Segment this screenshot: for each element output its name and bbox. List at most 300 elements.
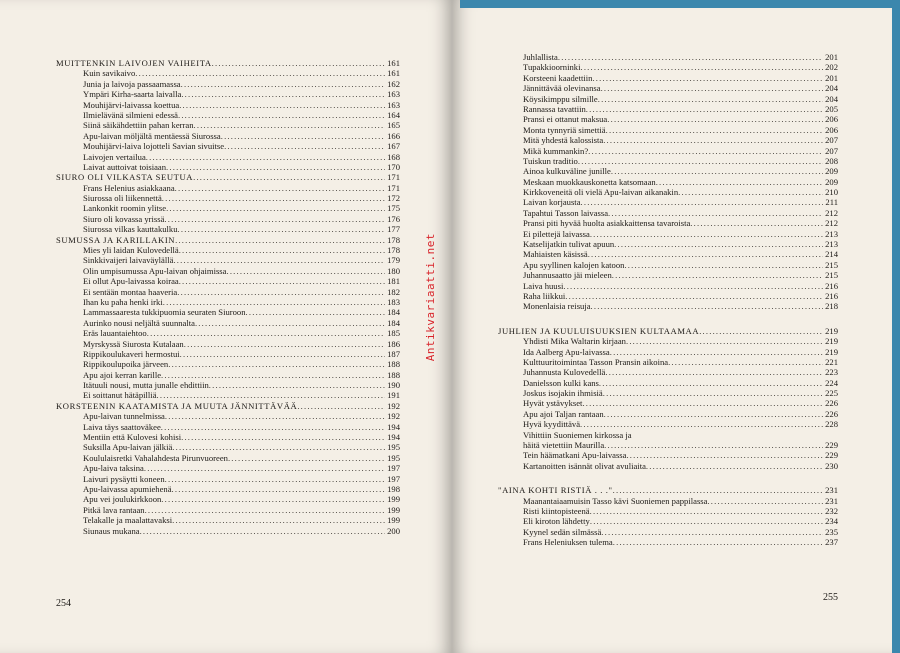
toc-leader-dots — [646, 461, 823, 471]
toc-entry-page: 219 — [825, 336, 838, 347]
toc-entry-title: Monta tynnyriä simettiä — [523, 124, 606, 135]
toc-entry-title: Suksilla Apu-laivan jälkiä — [83, 442, 173, 453]
toc-leader-dots — [656, 177, 823, 187]
toc-leader-dots — [181, 79, 386, 89]
toc-entry — [498, 301, 838, 311]
toc-entry-title: Mies yli laidan Kulovedellä — [83, 245, 179, 256]
toc-entry-page: 164 — [387, 109, 400, 120]
left-table-of-contents — [56, 58, 400, 536]
toc-entry-page: 192 — [387, 411, 400, 422]
toc-entry-title: Korsteeni kaadettiin — [523, 72, 593, 83]
toc-entry-title: Juhannusta Kulovedellä — [523, 367, 606, 378]
toc-entry-page: 212 — [825, 218, 838, 229]
toc-entry — [56, 214, 400, 224]
toc-entry-title: Juhlallista — [523, 51, 558, 62]
toc-entry-page: 188 — [387, 369, 400, 380]
toc-entry — [498, 114, 838, 124]
toc-entry — [498, 249, 838, 259]
toc-leader-dots — [161, 494, 385, 504]
toc-leader-dots — [591, 301, 824, 311]
toc-entry-title: Apu-laivan möljältä mentäessä Siurossa — [83, 130, 221, 141]
toc-entry-title: SIURO OLI VILKASTA SEUTUA — [56, 172, 194, 183]
toc-entry — [498, 516, 838, 526]
toc-entry-page: 180 — [387, 265, 400, 276]
toc-entry-title: Kuin savikaivo — [83, 68, 136, 79]
toc-entry-title: SUMUSSA JA KARILLAKIN — [56, 234, 176, 245]
toc-leader-dots — [598, 94, 823, 104]
toc-entry — [498, 229, 838, 239]
toc-entry-page: 199 — [387, 494, 400, 505]
toc-leader-dots — [179, 100, 385, 110]
toc-entry — [498, 291, 838, 301]
toc-entry-title: Apu-laiva taksina — [83, 463, 144, 474]
toc-entry-page: 184 — [387, 317, 400, 328]
toc-entry — [56, 391, 400, 401]
toc-entry — [56, 526, 400, 536]
toc-entry-title: Kartanoitten isännät olivat avuliaita — [523, 460, 646, 471]
toc-entry-title: Ei sentään montaa haaveria — [83, 286, 178, 297]
toc-entry-page: 232 — [825, 506, 838, 516]
toc-entry — [56, 266, 400, 276]
toc-leader-dots — [613, 537, 823, 547]
toc-entry — [56, 339, 400, 349]
toc-entry-page: 226 — [825, 398, 838, 409]
toc-entry-title: Frans Helenius asiakkaana — [83, 182, 175, 193]
toc-entry — [498, 208, 838, 218]
toc-leader-dots — [580, 419, 823, 429]
toc-entry-page: 165 — [387, 120, 400, 131]
toc-entry-title: Eli kiroton lähdetty — [523, 516, 590, 527]
toc-leader-dots — [612, 270, 823, 280]
toc-leader-dots — [582, 398, 823, 408]
toc-entry — [56, 442, 400, 452]
toc-entry-page: 170 — [387, 161, 400, 172]
toc-leader-dots — [161, 422, 385, 432]
toc-leader-dots — [626, 336, 823, 346]
toc-entry-title: Siurossa vilkas kauttakulku — [83, 224, 178, 235]
toc-entry-page: 163 — [387, 89, 400, 100]
toc-entry-title: Mikä kummankin? — [523, 145, 589, 156]
toc-leader-dots — [173, 255, 385, 265]
toc-entry — [56, 411, 400, 421]
toc-leader-dots — [611, 166, 823, 176]
toc-entry-title: Ei pilettejä laivassa — [523, 228, 590, 239]
toc-entry-title: Apu ajoi Taljan rantaan — [523, 408, 604, 419]
toc-entry-page: 161 — [387, 57, 400, 68]
toc-leader-dots — [610, 347, 823, 357]
toc-entry — [498, 388, 838, 398]
toc-entry-page: 206 — [825, 114, 838, 125]
toc-entry-title: Juhannusaatto jäi mieleen — [523, 270, 612, 281]
toc-entry-page: 171 — [387, 172, 400, 183]
toc-leader-dots — [166, 203, 385, 213]
toc-entry — [498, 506, 838, 516]
toc-entry-page: 199 — [387, 504, 400, 515]
toc-entry-title: Mouhijärvi-laiva lojotteli Savian sivuitse — [83, 141, 225, 152]
toc-leader-dots — [607, 114, 823, 124]
toc-entry — [498, 146, 838, 156]
toc-entry-title: Aurinko nousi neljältä suunnalta — [83, 317, 195, 328]
toc-leader-dots — [165, 474, 385, 484]
toc-entry-page: 185 — [387, 328, 400, 339]
toc-entry-title: Laiva huusi — [523, 280, 564, 291]
toc-entry-page: 229 — [825, 440, 838, 451]
toc-entry-title: Joskus isojakin ihmisiä — [523, 388, 603, 399]
toc-entry-page: 207 — [825, 145, 838, 156]
toc-entry-page: 219 — [825, 325, 838, 336]
toc-entry-page: 195 — [387, 452, 400, 463]
toc-entry-page: 199 — [387, 515, 400, 526]
toc-chapter-heading — [56, 172, 400, 182]
toc-entry-page: 167 — [387, 141, 400, 152]
toc-entry-title: Vihittiin Suoniemen kirkossa ja — [523, 429, 632, 440]
toc-entry-title: Hyvä kyydittävä — [523, 419, 581, 430]
toc-entry-title: Junia ja laivoja passaamassa — [83, 78, 181, 89]
toc-leader-dots — [626, 450, 823, 460]
toc-entry-title: Mentiin että Kulovesi kohisi — [83, 432, 182, 443]
toc-entry — [498, 83, 838, 93]
toc-entry-page: 178 — [387, 245, 400, 256]
toc-entry-page: 194 — [387, 432, 400, 443]
toc-entry — [56, 276, 400, 286]
toc-entry-page: 184 — [387, 307, 400, 318]
toc-entry — [498, 156, 838, 166]
toc-leader-dots — [690, 218, 823, 228]
book-cover-edge-top — [460, 0, 900, 8]
toc-entry-title: Sinkkivaijeri laivaväylällä — [83, 255, 174, 266]
toc-entry-page: 237 — [825, 537, 838, 548]
toc-leader-dots — [212, 58, 385, 68]
toc-entry-page: 175 — [387, 203, 400, 214]
toc-entry-title: Hyvät ystävykset — [523, 398, 583, 409]
toc-entry-page: 198 — [387, 484, 400, 494]
toc-leader-dots — [604, 440, 823, 450]
toc-entry-page: 209 — [825, 176, 838, 187]
toc-leader-dots — [140, 526, 386, 536]
toc-leader-dots — [226, 266, 385, 276]
toc-leader-dots — [221, 131, 385, 141]
toc-entry — [56, 79, 400, 89]
toc-entry-title: Pransi piti hyvää huolta asiakkaittensa tavaroista — [523, 218, 691, 229]
toc-entry-title: Ilmielävänä silmieni edessä — [83, 109, 178, 120]
toc-entry — [56, 255, 400, 265]
toc-entry — [498, 336, 838, 346]
toc-leader-dots — [613, 485, 823, 495]
toc-entry-title: Apu vei joulukirkkoon — [83, 494, 162, 505]
toc-leader-dots — [166, 162, 385, 172]
toc-entry-page: 201 — [825, 51, 838, 62]
toc-entry-page: 215 — [825, 270, 838, 281]
toc-leader-dots — [178, 224, 386, 234]
toc-entry-title: Siinä säikähdettiin pahan kerran — [83, 120, 194, 131]
toc-entry-title: Raha liikkui — [523, 290, 566, 301]
toc-entry-title: Apu-laivan tunnelmissa — [83, 411, 165, 422]
toc-entry-page: 231 — [825, 495, 838, 506]
toc-chapter-heading — [498, 485, 838, 495]
toc-entry — [56, 494, 400, 504]
toc-entry-page: 231 — [825, 485, 838, 496]
toc-entry-title: Ainoa kulkuväline junille — [523, 166, 611, 177]
toc-entry-page: 168 — [387, 151, 400, 162]
toc-leader-dots — [603, 388, 823, 398]
toc-entry-title: Ida Aalberg Apu-laivassa — [523, 346, 610, 357]
toc-entry-title: Laivat auttoivat toisiaan — [83, 161, 167, 172]
toc-entry-title: Danielsson kulki kans — [523, 377, 599, 388]
toc-leader-dots — [678, 187, 823, 197]
toc-entry-page: 161 — [387, 68, 400, 79]
right-table-of-contents — [498, 52, 838, 548]
toc-leader-dots — [624, 260, 823, 270]
toc-entry-page: 229 — [825, 450, 838, 461]
toc-entry-page: 183 — [387, 296, 400, 307]
toc-entry-title: Meskaan muokkauskonetta katsomaan — [523, 176, 656, 187]
toc-entry — [498, 378, 838, 388]
toc-entry — [498, 62, 838, 72]
toc-leader-dots — [246, 307, 386, 317]
toc-entry-page: 171 — [387, 182, 400, 193]
toc-entry — [498, 239, 838, 249]
toc-entry-page: 192 — [387, 400, 400, 411]
right-page-number: 255 — [823, 592, 838, 603]
toc-entry-title: Itätuuli nousi, mutta junalle ehdittiin — [83, 380, 209, 391]
toc-entry-title: Ei ollut Apu-laivassa koiraa — [83, 276, 179, 287]
toc-entry-page: 209 — [825, 166, 838, 177]
toc-entry-page: 234 — [825, 516, 838, 527]
toc-entry-page: 210 — [825, 187, 838, 198]
toc-leader-dots — [588, 249, 823, 259]
toc-entry-title: Pitkä lava rantaan — [83, 504, 145, 515]
toc-chapter-heading — [498, 326, 838, 336]
toc-entry-page: 188 — [387, 359, 400, 370]
toc-entry-page: 208 — [825, 155, 838, 166]
toc-entry-page: 166 — [387, 130, 400, 141]
toc-entry-title: Siurossa oli liikennettä — [83, 193, 162, 204]
book-cover-edge-right — [892, 0, 900, 653]
toc-entry-title: Frans Heleniuksen tulema — [523, 537, 613, 548]
toc-entry-title: Ihan ku paha henki irki — [83, 296, 163, 307]
toc-entry — [498, 135, 838, 145]
toc-leader-dots — [614, 239, 823, 249]
toc-entry-page: 219 — [825, 346, 838, 357]
toc-leader-dots — [172, 484, 386, 494]
toc-entry-title: Tapahtui Tasson laivassa — [523, 207, 609, 218]
toc-entry — [498, 218, 838, 228]
toc-entry — [56, 349, 400, 359]
toc-entry — [498, 527, 838, 537]
toc-leader-dots — [181, 432, 385, 442]
toc-entry-page: 162 — [387, 78, 400, 89]
toc-entry — [56, 484, 400, 494]
toc-entry-title: Rippikoulupoika järveen — [83, 359, 169, 370]
toc-entry-page: 182 — [387, 286, 400, 297]
left-page-number: 254 — [56, 598, 71, 609]
toc-leader-dots — [699, 326, 823, 336]
toc-entry — [498, 409, 838, 419]
toc-leader-dots — [601, 83, 824, 93]
toc-entry-title: Ei soittanut hätäpilliä — [83, 390, 157, 401]
toc-entry — [498, 399, 838, 409]
toc-entry-title: Koululaisretki Vahalahdesta Pirunvuoreen — [83, 452, 228, 463]
toc-entry — [498, 537, 838, 547]
toc-entry-page: 216 — [825, 290, 838, 301]
toc-entry — [498, 281, 838, 291]
toc-entry-title: Tupakkioorninki — [523, 62, 581, 73]
toc-entry — [498, 450, 838, 460]
toc-entry-title: "AINA KOHTI RISTIÄ . . ." — [498, 485, 613, 496]
toc-entry-page: 206 — [825, 124, 838, 135]
toc-entry-page: 197 — [387, 473, 400, 484]
toc-entry-title: Myrskyssä Siurosta Kutalaan — [83, 338, 184, 349]
toc-leader-dots — [135, 68, 385, 78]
toc-entry-page: 226 — [825, 408, 838, 419]
toc-entry — [56, 307, 400, 317]
toc-entry — [56, 152, 400, 162]
toc-entry-title: Laivojen vertailua — [83, 151, 146, 162]
toc-entry-page: 186 — [387, 338, 400, 349]
toc-chapter-heading — [56, 235, 400, 245]
toc-entry-title: Rannassa tavattiin — [523, 103, 586, 114]
toc-leader-dots — [178, 110, 385, 120]
toc-entry — [56, 224, 400, 234]
toc-entry — [498, 197, 838, 207]
toc-entry-page: 179 — [387, 255, 400, 266]
toc-entry-title: Apu syyllinen kalojen katoon — [523, 259, 625, 270]
toc-entry — [56, 380, 400, 390]
toc-entry-title: häitä vietettiin Maurilla — [523, 440, 605, 451]
toc-entry — [56, 162, 400, 172]
toc-entry-title: Katselijatkin tulivat apuun — [523, 239, 615, 250]
toc-entry — [56, 297, 400, 307]
toc-entry-title: Kirkkoveneitä oli vielä Apu-laivan aikanakin — [523, 187, 679, 198]
toc-leader-dots — [668, 357, 823, 367]
toc-entry — [498, 260, 838, 270]
toc-leader-dots — [175, 183, 385, 193]
toc-leader-dots — [181, 89, 385, 99]
toc-leader-dots — [224, 141, 385, 151]
toc-entry-page: 224 — [825, 377, 838, 388]
toc-entry-title: Kyynel sedän silmässä — [523, 526, 602, 537]
toc-entry — [498, 104, 838, 114]
toc-entry-page: 211 — [825, 197, 838, 208]
toc-entry — [56, 287, 400, 297]
toc-leader-dots — [228, 453, 385, 463]
toc-entry-page: 228 — [825, 419, 838, 430]
toc-leader-dots — [163, 297, 385, 307]
toc-entry-page: 213 — [825, 228, 838, 239]
toc-entry-title: Lammassaaresta tukkipuomia seuraten Siuroon — [83, 307, 246, 318]
toc-leader-dots — [175, 235, 385, 245]
toc-entry — [498, 187, 838, 197]
toc-entry — [56, 328, 400, 338]
toc-entry — [56, 432, 400, 442]
toc-entry-page: 190 — [387, 380, 400, 391]
toc-entry-page: 221 — [825, 356, 838, 367]
toc-entry-page: 216 — [825, 280, 838, 291]
toc-entry-title: Mitä yhdestä kalossista — [523, 135, 604, 146]
toc-entry-title: Kulttuuritoimintaa Tasson Pransin aikoina — [523, 356, 669, 367]
toc-entry-page: 202 — [825, 62, 838, 73]
toc-leader-dots — [606, 125, 824, 135]
toc-leader-dots — [590, 506, 824, 516]
toc-entry — [56, 359, 400, 369]
toc-leader-dots — [586, 104, 823, 114]
toc-entry — [56, 120, 400, 130]
toc-entry-title: Siuro oli kovassa yrissä — [83, 213, 165, 224]
toc-entry — [56, 505, 400, 515]
toc-leader-dots — [563, 281, 823, 291]
toc-entry-page: 205 — [825, 103, 838, 114]
toc-leader-dots — [145, 505, 386, 515]
toc-entry — [498, 461, 838, 471]
toc-entry-title: Risti kiintopisteenä — [523, 506, 590, 516]
toc-entry — [56, 100, 400, 110]
toc-leader-dots — [599, 378, 823, 388]
toc-entry — [498, 430, 838, 440]
toc-entry-title: Jännittävää olevinansa — [523, 83, 601, 94]
toc-leader-dots — [581, 197, 824, 207]
toc-leader-dots — [297, 401, 385, 411]
toc-leader-dots — [209, 380, 385, 390]
toc-entry — [56, 68, 400, 78]
toc-entry — [56, 474, 400, 484]
toc-entry-title: Lankonkit roomin ylitse — [83, 203, 167, 214]
toc-leader-dots — [161, 370, 385, 380]
toc-leader-dots — [590, 229, 823, 239]
toc-entry — [56, 370, 400, 380]
toc-leader-dots — [164, 214, 385, 224]
toc-leader-dots — [194, 120, 386, 130]
toc-entry — [498, 177, 838, 187]
toc-entry — [56, 110, 400, 120]
toc-entry — [498, 52, 838, 62]
toc-entry — [498, 125, 838, 135]
toc-entry-title: Rippikoulukaveri hermostui — [83, 348, 180, 359]
toc-entry-title: Pransi ei ottanut maksua — [523, 114, 608, 125]
toc-entry-title: Telakalle ja maalattavaksi — [83, 515, 173, 526]
toc-leader-dots — [179, 276, 385, 286]
toc-leader-dots — [177, 287, 385, 297]
toc-entry — [498, 73, 838, 83]
toc-leader-dots — [601, 527, 823, 537]
toc-entry-title: Tein häämatkani Apu-laivassa — [523, 450, 627, 461]
toc-entry-page: 177 — [387, 224, 400, 235]
toc-entry-page: 204 — [825, 93, 838, 104]
toc-entry-page: 163 — [387, 99, 400, 110]
toc-entry-page: 200 — [387, 525, 400, 536]
toc-entry-page: 207 — [825, 135, 838, 146]
toc-entry — [56, 318, 400, 328]
toc-chapter-heading — [56, 401, 400, 411]
toc-entry-title: Köysikimppu silmille — [523, 93, 598, 104]
toc-entry — [56, 463, 400, 473]
toc-leader-dots — [707, 496, 823, 506]
toc-entry-title: KORSTEENIN KAATAMISTA JA MUUTA JÄNNITTÄVÄÄ — [56, 400, 298, 411]
toc-entry — [498, 440, 838, 450]
toc-entry — [56, 193, 400, 203]
toc-entry-page: 225 — [825, 388, 838, 399]
toc-entry-page: 230 — [825, 460, 838, 471]
toc-leader-dots — [144, 463, 385, 473]
toc-entry-page: 223 — [825, 367, 838, 378]
toc-entry-title: Tuiskun traditio — [523, 155, 578, 166]
toc-entry-page: 194 — [387, 421, 400, 432]
toc-entry — [498, 367, 838, 377]
toc-entry — [498, 94, 838, 104]
toc-leader-dots — [578, 156, 823, 166]
toc-leader-dots — [603, 135, 823, 145]
toc-leader-dots — [590, 516, 823, 526]
toc-leader-dots — [565, 291, 823, 301]
